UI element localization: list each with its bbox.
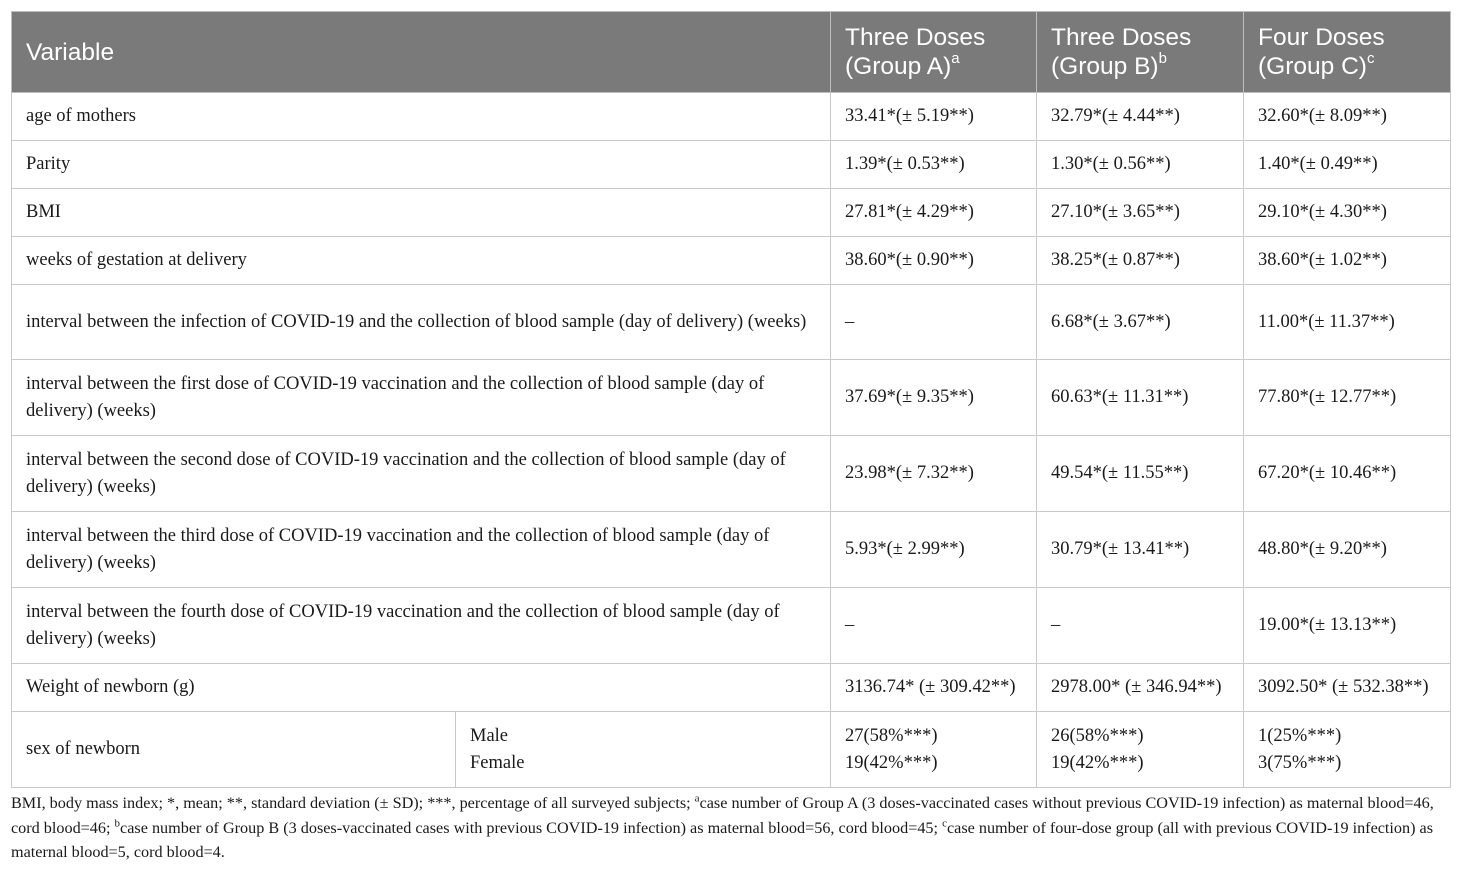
cell-group-a: 1.39*(± 0.53**) [831,141,1037,189]
table-row [12,664,1451,712]
table-row [12,588,1451,664]
footnote-a-text: case number of Group A (3 doses-vaccinated cases without previous COVID-19 infection) as maternal blood=46, cord blood=46; [11,794,1434,837]
table-container [11,11,1450,788]
header-group-a-line1: Three Doses [845,24,986,51]
cell-group-c [1244,712,1451,788]
table-row [12,512,1451,588]
cell-group-b-female: 19(42%***) [1051,752,1144,773]
table-row [12,360,1451,436]
header-row [12,12,1451,93]
cell-group-a: 37.69*(± 9.35**) [831,360,1037,436]
cell-group-b: 49.54*(± 11.55**) [1037,436,1244,512]
cell-group-c: 11.00*(± 11.37**) [1244,285,1451,360]
row-label: interval between the third dose of COVID-19 vaccination and the collection of blood sample (day of delivery) (weeks) [12,512,831,588]
row-label: interval between the first dose of COVID-19 vaccination and the collection of blood sample (day of delivery) (weeks) [12,360,831,436]
header-group-c-line1: Four Doses [1258,24,1385,51]
table-row [12,237,1451,285]
demographics-table [11,11,1451,788]
cell-group-a: 33.41*(± 5.19**) [831,93,1037,141]
footnote-c-sup: c [942,817,947,830]
header-group-b-line2: (Group B) [1051,53,1159,80]
cell-group-a-female: 19(42%***) [845,752,938,773]
table-row [12,93,1451,141]
header-group-a-sup: a [951,49,960,67]
row-label: BMI [12,189,831,237]
footnote-a-sup: a [694,792,700,805]
header-group-b-line1: Three Doses [1051,24,1192,51]
cell-group-c: 48.80*(± 9.20**) [1244,512,1451,588]
table-footnote [11,791,1456,865]
cell-group-a: – [831,285,1037,360]
sex-categories [456,712,831,788]
cell-group-b: 60.63*(± 11.31**) [1037,360,1244,436]
cell-group-b: 27.10*(± 3.65**) [1037,189,1244,237]
sex-male-label: Male [470,725,509,746]
cell-group-b: 2978.00* (± 346.94**) [1037,664,1244,712]
cell-group-c: 1.40*(± 0.49**) [1244,141,1451,189]
table-row [12,285,1451,360]
row-label: age of mothers [12,93,831,141]
row-label: weeks of gestation at delivery [12,237,831,285]
cell-group-a: 3136.74* (± 309.42**) [831,664,1037,712]
cell-group-c-female: 3(75%***) [1258,752,1342,773]
header-group-a-line2: (Group A) [845,53,952,80]
row-label: sex of newborn [12,712,456,788]
header-group-a [831,12,1037,93]
cell-group-b: 32.79*(± 4.44**) [1037,93,1244,141]
table-row-sex [12,712,1451,788]
cell-group-a: 5.93*(± 2.99**) [831,512,1037,588]
header-group-b-sup: b [1158,49,1167,67]
table-row [12,436,1451,512]
footnote-b-sup: b [114,817,121,830]
header-group-c-sup: c [1366,49,1375,67]
cell-group-b [1037,712,1244,788]
row-label: interval between the infection of COVID-19 and the collection of blood sample (day of delivery) (weeks) [12,285,831,360]
cell-group-b: 38.25*(± 0.87**) [1037,237,1244,285]
cell-group-b: – [1037,588,1244,664]
footnote-c-text: case number of four-dose group (all with previous COVID-19 infection) as maternal blood=5, cord blood=4. [11,818,1434,861]
cell-group-c: 38.60*(± 1.02**) [1244,237,1451,285]
cell-group-c: 19.00*(± 13.13**) [1244,588,1451,664]
cell-group-a: 27.81*(± 4.29**) [831,189,1037,237]
header-group-c [1244,12,1451,93]
footnote-lead: BMI, body mass index; *, mean; **, standard deviation (± SD); ***, percentage of all surveyed subjects; [11,794,695,812]
cell-group-a: – [831,588,1037,664]
sex-female-label: Female [470,752,525,773]
cell-group-b: 30.79*(± 13.41**) [1037,512,1244,588]
header-variable: Variable [12,12,831,93]
table-row [12,141,1451,189]
cell-group-a: 38.60*(± 0.90**) [831,237,1037,285]
cell-group-c: 3092.50* (± 532.38**) [1244,664,1451,712]
cell-group-c: 29.10*(± 4.30**) [1244,189,1451,237]
cell-group-a [831,712,1037,788]
header-group-b [1037,12,1244,93]
cell-group-b: 1.30*(± 0.56**) [1037,141,1244,189]
row-label: interval between the fourth dose of COVID-19 vaccination and the collection of blood sample (day of delivery) (weeks) [12,588,831,664]
row-label: Weight of newborn (g) [12,664,831,712]
cell-group-a-male: 27(58%***) [845,725,938,746]
cell-group-b: 6.68*(± 3.67**) [1037,285,1244,360]
row-label: interval between the second dose of COVID-19 vaccination and the collection of blood sample (day of delivery) (weeks) [12,436,831,512]
header-group-c-line2: (Group C) [1258,53,1367,80]
cell-group-a: 23.98*(± 7.32**) [831,436,1037,512]
table-row [12,189,1451,237]
footnote-b-text: case number of Group B (3 doses-vaccinated cases with previous COVID-19 infection) as maternal blood=56, cord blood=45; [120,818,943,837]
cell-group-c-male: 1(25%***) [1258,725,1342,746]
cell-group-c: 77.80*(± 12.77**) [1244,360,1451,436]
cell-group-b-male: 26(58%***) [1051,725,1144,746]
cell-group-c: 67.20*(± 10.46**) [1244,436,1451,512]
cell-group-c: 32.60*(± 8.09**) [1244,93,1451,141]
row-label: Parity [12,141,831,189]
